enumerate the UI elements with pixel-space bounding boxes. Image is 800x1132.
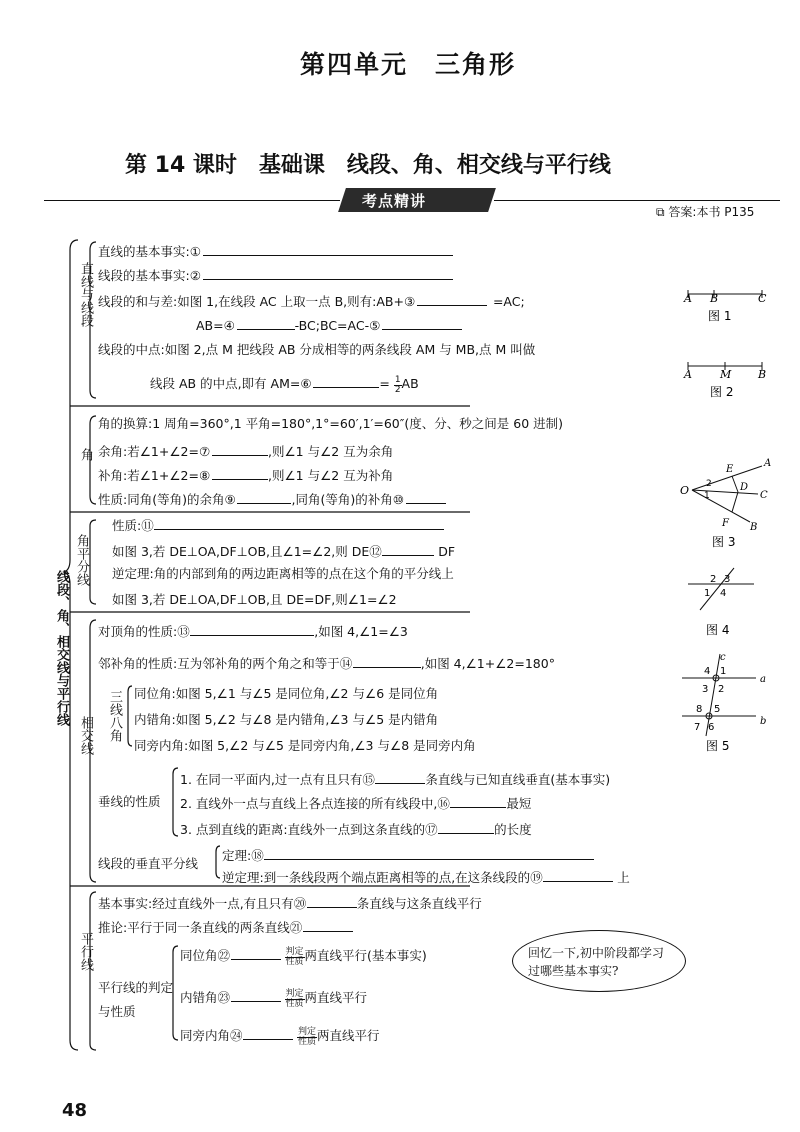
blank-14-line[interactable] xyxy=(353,654,421,668)
judge-label: 平行线的判定与性质 xyxy=(98,980,174,1019)
blank-1-line[interactable] xyxy=(203,242,453,256)
unit-title: 第四单元 三角形 xyxy=(300,50,517,79)
fig5-caption: 图 5 xyxy=(706,739,730,753)
lesson-title: 第 14 课时 基础课 线段、角、相交线与平行线 xyxy=(125,153,611,178)
fig3-caption: 图 3 xyxy=(712,535,736,549)
blank-23[interactable]: ㉓ xyxy=(217,990,231,1005)
fig4-angle-2: 2 xyxy=(710,574,717,585)
fig3-label-f: F xyxy=(722,518,729,529)
bubble-text: 回忆一下,初中阶段都学习过哪些基本事实? xyxy=(528,946,664,978)
three-lines-row-2: 内错角:如图 5,∠2 与∠8 是内错角,∠3 与∠5 是内错角 xyxy=(134,712,439,727)
angle-row-3: 补角:若∠1+∠2=⑧ ,则∠1 与∠2 互为补角 xyxy=(98,468,394,483)
blank-22[interactable]: ㉒ xyxy=(217,948,231,963)
blank-19-line[interactable] xyxy=(543,868,613,882)
blank-5-line[interactable] xyxy=(382,316,462,330)
blank-23-line[interactable] xyxy=(231,988,281,1002)
blank-12[interactable]: ⑫ xyxy=(369,544,382,559)
section-intersect-label: 相交线 xyxy=(78,716,93,755)
blank-15[interactable]: ⑮ xyxy=(362,772,375,787)
blank-10[interactable]: ⑩ xyxy=(392,492,404,507)
blank-18-line[interactable] xyxy=(264,846,594,860)
figure-4 xyxy=(682,566,762,642)
parallel-row-2: 推论:平行于同一条直线的两条直线㉑ xyxy=(98,918,353,936)
three-lines-label: 三线八角 xyxy=(107,690,122,742)
blank-12-line[interactable] xyxy=(382,542,434,556)
judge-row-2: 内错角㉓ $\frac{\text{判定}}{\text{性质}}$两直线平行 xyxy=(180,988,368,1009)
fig3-label-e: E xyxy=(726,464,734,475)
line-row-1: 直线的基本事实:① xyxy=(98,242,453,260)
fig4-angle-4: 4 xyxy=(720,588,727,599)
fig3-label-d: D xyxy=(740,482,749,493)
banner-label: 考点精讲 xyxy=(362,192,427,210)
answer-ref-text: 答案:本书 P135 xyxy=(668,205,755,219)
fig1-label-a: A xyxy=(684,292,692,305)
blank-19[interactable]: ⑲ xyxy=(530,870,543,885)
line-row-5: 线段的中点:如图 2,点 M 把线段 AB 分成相等的两条线段 AM 与 MB,点 M 叫做 xyxy=(98,342,536,357)
line-row-6: 线段 AB 的中点,即有 AM=⑥ = $\frac{1}{2}AB$ xyxy=(150,374,419,395)
perp-label: 垂线的性质 xyxy=(98,794,161,809)
section-angle-label: 角 xyxy=(78,448,93,461)
blank-3[interactable]: ③ xyxy=(403,294,416,309)
fig2-label-b: B xyxy=(758,368,767,381)
angle-row-4: 性质:同角(等角)的余角⑨ ,同角(等角)的补角⑩ xyxy=(98,490,446,508)
fig2-caption: 图 2 xyxy=(710,385,734,399)
blank-7[interactable]: ⑦ xyxy=(198,444,211,459)
fig5-angle-2: 2 xyxy=(718,684,725,695)
arrow-judge-1: $\frac{\text{判定}}{\text{性质}}$ xyxy=(285,946,304,967)
figure-2 xyxy=(680,356,770,406)
blank-13[interactable]: ⑬ xyxy=(177,624,190,639)
fig3-label-b: B xyxy=(750,522,758,533)
line-row-2: 线段的基本事实:② xyxy=(98,266,453,284)
blank-9-line[interactable] xyxy=(237,490,291,504)
mid-perp-row-1: 定理:⑱ xyxy=(222,846,594,864)
fig5-angle-1: 1 xyxy=(720,666,727,677)
fig1-label-c: C xyxy=(758,292,767,305)
fig3-label-a: A xyxy=(764,458,772,469)
fig5-label-c: c xyxy=(720,652,726,663)
fig5-angle-6: 6 xyxy=(708,722,715,733)
blank-8[interactable]: ⑧ xyxy=(198,468,211,483)
figure-5 xyxy=(676,650,776,760)
blank-13-line[interactable] xyxy=(190,622,314,636)
blank-17-line[interactable] xyxy=(438,820,494,834)
fig3-label-c: C xyxy=(760,490,768,501)
fig4-caption: 图 4 xyxy=(706,623,730,637)
arrow-judge-3: $\frac{\text{判定}}{\text{性质}}$ xyxy=(298,1026,317,1047)
blank-20-line[interactable] xyxy=(307,894,357,908)
fig4-angle-1: 1 xyxy=(704,588,711,599)
blank-14[interactable]: ⑭ xyxy=(339,656,353,671)
brace-mid-perp xyxy=(216,846,220,878)
book-icon: ⧉ xyxy=(656,205,665,219)
blank-9[interactable]: ⑨ xyxy=(224,492,236,507)
line-row-4: AB=④ -BC;BC=AC-⑤ xyxy=(196,316,462,334)
bisector-row-1: 性质:⑪ xyxy=(112,516,444,534)
figure-1 xyxy=(680,280,770,340)
bisector-row-3: 逆定理:角的内部到角的两边距离相等的点在这个角的平分线上 xyxy=(112,566,454,581)
blank-6-line[interactable] xyxy=(313,374,379,388)
arrow-judge-2: $\frac{\text{判定}}{\text{性质}}$ xyxy=(285,988,304,1009)
blank-7-line[interactable] xyxy=(212,442,268,456)
blank-2[interactable]: ② xyxy=(189,268,201,283)
fig5-angle-4: 4 xyxy=(704,666,711,677)
fig3-angle-1: 1 xyxy=(704,491,710,501)
blank-22-line[interactable] xyxy=(231,946,281,960)
half-fraction: $\frac{1}{2}$ xyxy=(394,374,401,395)
page-number: 48 xyxy=(62,1100,88,1121)
fig3-angle-2: 2 xyxy=(706,479,712,489)
figure-3 xyxy=(676,454,776,554)
intersect-row-1: 对顶角的性质:⑬ ,如图 4,∠1=∠3 xyxy=(98,624,408,639)
blank-10-line[interactable] xyxy=(406,490,446,504)
judge-row-1: 同位角㉒ $\frac{\text{判定}}{\text{性质}}$两直线平行(基本事实) xyxy=(180,946,427,967)
blank-18[interactable]: ⑱ xyxy=(251,848,264,863)
blank-11-line[interactable] xyxy=(154,516,444,530)
fig5-label-a: a xyxy=(760,674,766,685)
blank-8-line[interactable] xyxy=(212,466,268,480)
brace-three-lines xyxy=(128,686,132,746)
perp-row-2: 2. 直线外一点与直线上各点连接的所有线段中,⑯ 最短 xyxy=(180,796,532,811)
blank-4-line[interactable] xyxy=(237,316,295,330)
blank-16-line[interactable] xyxy=(450,794,506,808)
section-bisector-label: 角平分线 xyxy=(74,534,89,586)
brace-perp xyxy=(173,768,178,836)
main-label: 线段、角、相交线与平行线 xyxy=(54,570,69,726)
intersect-row-2: 邻补角的性质:互为邻补角的两个角之和等于⑭ ,如图 4,∠1+∠2=180° xyxy=(98,656,555,671)
three-lines-row-3: 同旁内角:如图 5,∠2 与∠5 是同旁内角,∠3 与∠8 是同旁内角 xyxy=(134,738,476,753)
fig4-angle-3: 3 xyxy=(724,574,731,585)
fig1-label-b: B xyxy=(710,292,719,305)
fig2-label-m: M xyxy=(720,368,732,381)
blank-24[interactable]: ㉔ xyxy=(230,1028,243,1043)
blank-17[interactable]: ⑰ xyxy=(425,822,438,837)
blank-6[interactable]: ⑥ xyxy=(300,376,312,391)
blank-1[interactable]: ① xyxy=(189,244,201,259)
perp-row-3: 3. 点到直线的距离:直线外一点到这条直线的⑰ 的长度 xyxy=(180,822,532,837)
three-lines-row-1: 同位角:如图 5,∠1 与∠5 是同位角,∠2 与∠6 是同位角 xyxy=(134,686,439,701)
blank-21[interactable]: ㉑ xyxy=(289,920,303,935)
bisector-row-4: 如图 3,若 DE⊥OA,DF⊥OB,且 DE=DF,则∠1=∠2 xyxy=(112,592,397,607)
judge-row-3: 同旁内角㉔ $\frac{\text{判定}}{\text{性质}}$两直线平行 xyxy=(180,1026,380,1047)
fig5-angle-8: 8 xyxy=(696,704,703,715)
angle-row-2: 余角:若∠1+∠2=⑦ ,则∠1 与∠2 互为余角 xyxy=(98,444,394,459)
parallel-row-1: 基本事实:经过直线外一点,有且只有⑳ 条直线与这条直线平行 xyxy=(98,896,482,911)
section-line-label: 直线与线段 xyxy=(78,262,93,327)
line-row-3: 线段的和与差:如图 1,在线段 AC 上取一点 B,则有:AB+③ =AC; xyxy=(98,294,525,309)
blank-2-line[interactable] xyxy=(203,266,453,280)
fig2-label-a: A xyxy=(684,368,692,381)
blank-15-line[interactable] xyxy=(375,770,425,784)
bisector-row-2: 如图 3,若 DE⊥OA,DF⊥OB,且∠1=∠2,则 DE⑫ DF xyxy=(112,544,456,559)
mid-perp-row-2: 逆定理:到一条线段两个端点距离相等的点,在这条线段的⑲ 上 xyxy=(222,870,630,885)
fig5-angle-7: 7 xyxy=(694,722,701,733)
fig5-angle-3: 3 xyxy=(702,684,709,695)
brace-parallel-section xyxy=(90,892,96,1050)
blank-16[interactable]: ⑯ xyxy=(437,796,450,811)
mid-perp-label: 线段的垂直平分线 xyxy=(98,856,199,871)
angle-row-1: 角的换算:1 周角=360°,1 平角=180°,1°=60′,1′=60″(度、分、秒之间是 60 进制) xyxy=(98,416,564,431)
blank-11[interactable]: ⑪ xyxy=(141,518,154,533)
blank-24-line[interactable] xyxy=(243,1026,293,1040)
fig5-angle-5: 5 xyxy=(714,704,721,715)
blank-5[interactable]: ⑤ xyxy=(369,318,381,333)
blank-3-line[interactable] xyxy=(417,292,487,306)
blank-20[interactable]: ⑳ xyxy=(293,896,307,911)
brace-bisector-section xyxy=(90,520,96,604)
fig5-label-b: b xyxy=(760,716,767,727)
section-parallel-label: 平行线 xyxy=(78,932,93,971)
blank-4[interactable]: ④ xyxy=(223,318,235,333)
fig3-label-o: O xyxy=(680,484,690,497)
perp-row-1: 1. 在同一平面内,过一点有且只有⑮ 条直线与已知直线垂直(基本事实) xyxy=(180,772,611,787)
blank-21-line[interactable] xyxy=(303,918,353,932)
fig1-caption: 图 1 xyxy=(708,309,732,323)
